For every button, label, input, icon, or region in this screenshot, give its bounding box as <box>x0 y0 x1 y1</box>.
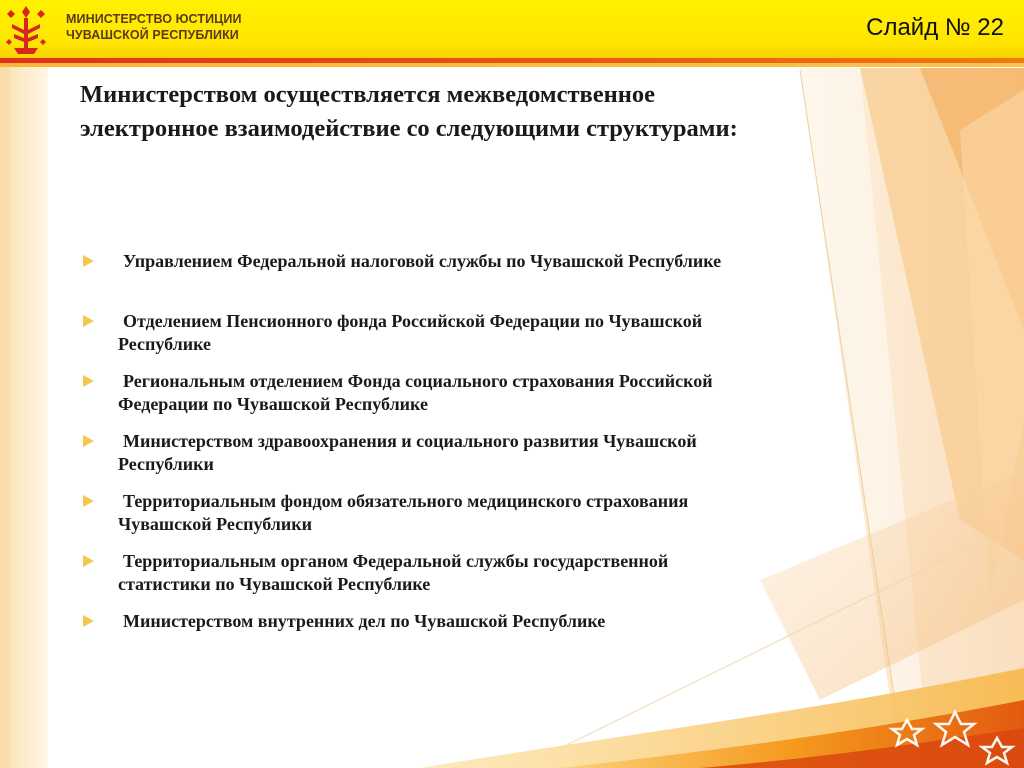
list-item <box>80 550 740 596</box>
list-item-text: Отделением Пенсионного фонда Российской Федерации по Чувашской Республике <box>118 311 703 354</box>
list-item-text: Территориальным фондом обязательного медицинского страхования Чувашской Республики <box>118 491 689 534</box>
list-item-text: Территориальным органом Федеральной службы государственной статистики по Чувашской Республике <box>118 551 669 594</box>
list-item <box>80 430 740 476</box>
triangle-bullet-icon <box>83 495 94 507</box>
list-item <box>80 610 740 633</box>
list-item-text: Региональным отделением Фонда социального страхования Российской Федерации по Чувашской Республике <box>118 371 713 414</box>
chuvash-emblem-icon <box>4 4 48 56</box>
triangle-bullet-icon <box>83 315 94 327</box>
slide-title: Министерством осуществляется межведомственное электронное взаимодействие со следующими структурами: <box>80 81 738 142</box>
triangle-bullet-icon <box>83 435 94 447</box>
ministry-name <box>66 11 242 43</box>
list-item <box>80 490 740 536</box>
ministry-name-line-1: МИНИСТЕРСТВО ЮСТИЦИИ <box>66 12 242 26</box>
slide-number: Слайд № 22 <box>866 14 1004 41</box>
triangle-bullet-icon <box>83 555 94 567</box>
triangle-bullet-icon <box>83 375 94 387</box>
ministry-name-line-2: ЧУВАШСКОЙ РЕСПУБЛИКИ <box>66 28 239 42</box>
list-item <box>80 250 740 296</box>
header-divider-orange <box>0 63 1024 67</box>
triangle-bullet-icon <box>83 615 94 627</box>
list-item-text: Министерством здравоохранения и социального развития Чувашской Республики <box>118 431 697 474</box>
list-item <box>80 370 740 416</box>
triangle-bullet-icon <box>83 255 94 267</box>
list-item-text: Министерством внутренних дел по Чувашской Республике <box>123 611 606 631</box>
list-item-text: Управлением Федеральной налоговой службы по Чувашской Республике <box>123 251 722 271</box>
bullet-list <box>80 250 740 647</box>
list-item <box>80 310 740 356</box>
